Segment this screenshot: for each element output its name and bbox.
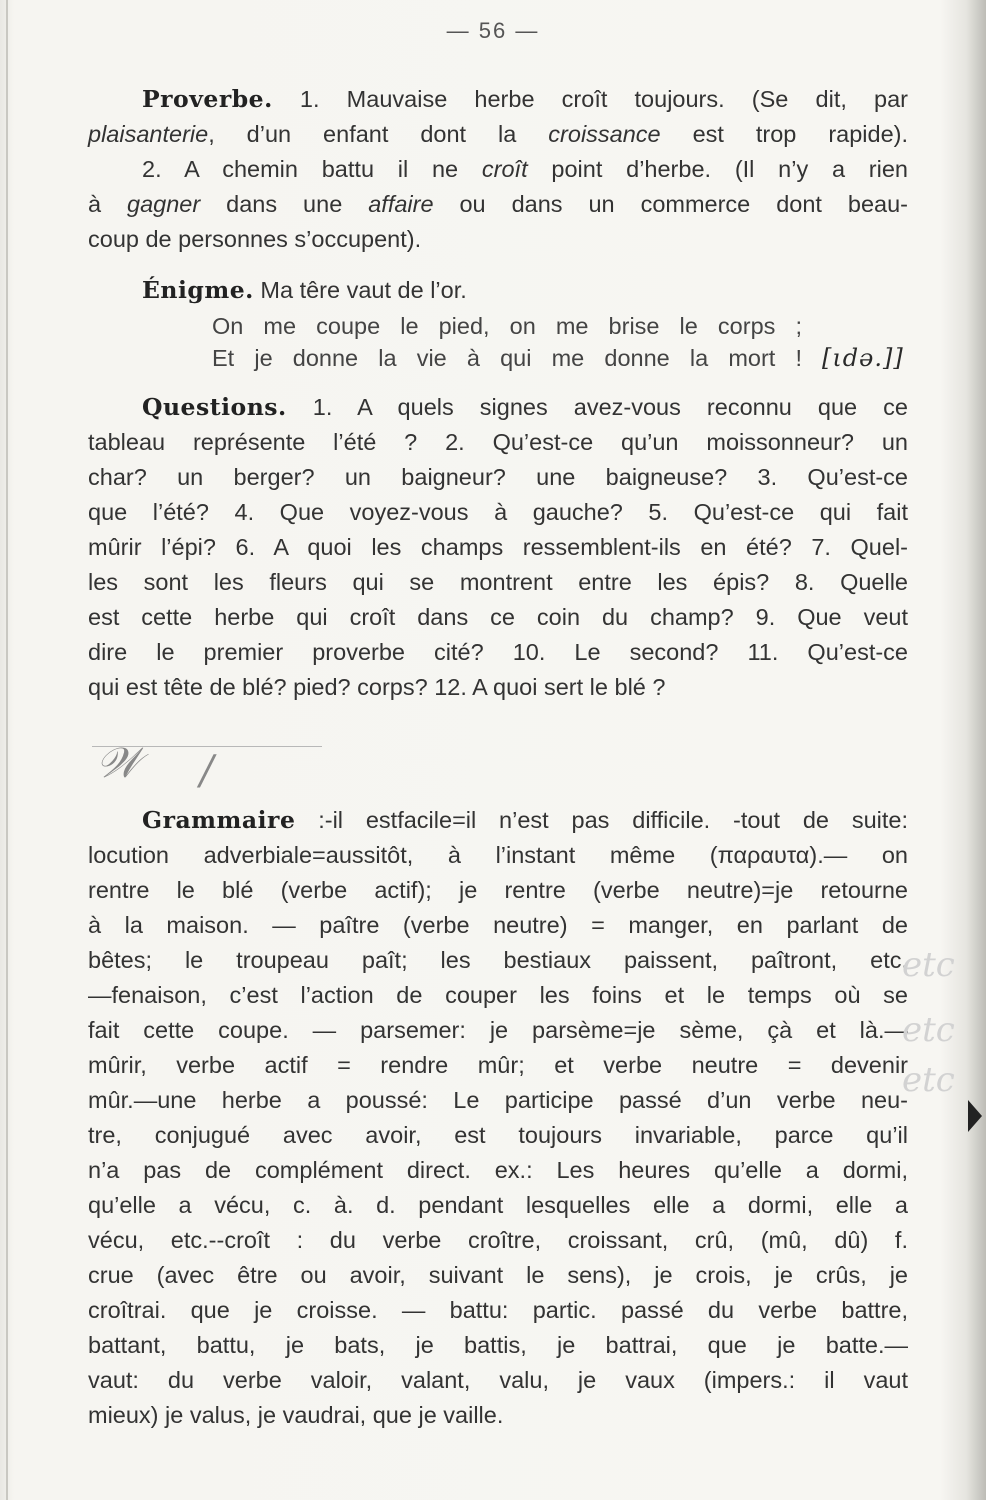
text-run: est trop rapide). xyxy=(660,121,909,147)
text-run: mieux) je valus, je vaudrai, que je vaille. xyxy=(88,1402,504,1428)
grammaire-line xyxy=(88,803,908,838)
pencil-scribble: / xyxy=(200,748,214,794)
proverbe-section xyxy=(88,82,908,257)
grammaire-line xyxy=(88,873,908,908)
grammaire-line xyxy=(88,838,908,873)
grammaire-line xyxy=(88,1083,908,1118)
text-run: à xyxy=(88,191,128,217)
text-run: bêtes; le troupeau paît; les bestiaux paissent, paîtront, etc. xyxy=(88,947,908,973)
grammaire-line xyxy=(88,1118,908,1153)
text-run: que l’été? 4. Que voyez-vous à gauche? 5. Qu’est-ce qui fait xyxy=(88,499,908,525)
proverbe-line xyxy=(88,117,908,152)
questions-line xyxy=(88,635,908,670)
text-run: à la maison. — paître (verbe neutre) = manger, en parlant de xyxy=(88,912,908,938)
margin-note: etc xyxy=(902,1060,955,1100)
text-run: tableau représente l’été ? 2. Qu’est-ce qu’un moissonneur? un xyxy=(88,429,908,455)
questions-line xyxy=(88,460,908,495)
questions-line xyxy=(88,425,908,460)
text-run: rentre le blé (verbe actif); je rentre (verbe neutre)=je retourne xyxy=(88,877,908,903)
grammaire-line xyxy=(88,1013,908,1048)
text-run: mûrir l’épi? 6. A quoi les champs ressemblent-ils en été? 7. Quel- xyxy=(88,534,908,560)
italic-word: plaisanterie xyxy=(88,121,209,147)
questions-line xyxy=(88,390,908,425)
proverbe-line xyxy=(88,152,908,187)
text-run: , d’un enfant dont la xyxy=(208,121,549,147)
margin-note: etc xyxy=(902,1010,955,1050)
enigme-section xyxy=(88,273,908,308)
proverbe-line xyxy=(88,222,908,257)
text-run: locution adverbiale=aussitôt, à l’instant même (παραυτα).— on xyxy=(88,842,908,868)
margin-note: etc xyxy=(902,945,955,985)
text-run: dire le premier proverbe cité? 10. Le second? 11. Qu’est-ce xyxy=(88,639,908,665)
verse-line: On me coupe le pied, on me brise le corps ; xyxy=(212,313,802,339)
questions-line xyxy=(88,495,908,530)
text-run: vaut: du verbe valoir, valant, valu, je vaux (impers.: il vaut xyxy=(88,1367,908,1393)
proverbe-line xyxy=(88,82,908,117)
text-run: battant, battu, je bats, je battis, je battrai, que je batte.— xyxy=(88,1332,908,1358)
text-run: est cette herbe qui croît dans ce coin du champ? 9. Que veut xyxy=(88,604,908,630)
enigme-heading: Énigme. xyxy=(142,276,254,304)
grammaire-line xyxy=(88,1398,908,1433)
enigme-verse xyxy=(212,310,802,374)
grammaire-line xyxy=(88,1258,908,1293)
text-run: tre, conjugué avec avoir, est toujours invariable, parce qu’il xyxy=(88,1122,908,1148)
grammaire-line xyxy=(88,1223,908,1258)
text-run: mûrir, verbe actif = rendre mûr; et verbe neutre = devenir xyxy=(88,1052,908,1078)
grammaire-line xyxy=(88,1188,908,1223)
questions-heading: Questions. xyxy=(142,393,287,421)
text-run: —fenaison, c’est l’action de couper les foins et le temps où se xyxy=(88,982,908,1008)
text-run: dans une xyxy=(200,191,369,217)
enigme-first-line: Énigme. Ma têre vaut de l’or. xyxy=(142,276,467,304)
text-run: n’a pas de complément direct. ex.: Les heures qu’elle a dormi, xyxy=(88,1157,908,1183)
proverbe-line xyxy=(88,187,908,222)
grammaire-line xyxy=(88,908,908,943)
text-run: 2. A chemin battu il ne xyxy=(142,156,482,182)
italic-word: croissance xyxy=(548,121,661,147)
grammaire-heading: Grammaire xyxy=(142,806,296,834)
grammaire-line xyxy=(88,1293,908,1328)
text-run: 1. Mauvaise herbe croît toujours. (Se dit, par xyxy=(272,86,908,112)
grammaire-line xyxy=(88,1328,908,1363)
text-run: mûr.—une herbe a poussé: Le participe passé d’un verbe neu- xyxy=(88,1087,908,1113)
text-run: qu’elle a vécu, c. à. d. pendant lesquelles elle a dormi, elle a xyxy=(88,1192,908,1218)
grammaire-line xyxy=(88,978,908,1013)
italic-word: affaire xyxy=(368,191,434,217)
grammaire-line xyxy=(88,1363,908,1398)
text-run: ou dans un commerce dont beau- xyxy=(433,191,908,217)
text-run: crue (avec être ou avoir, suivant le sens), je crois, je crûs, je xyxy=(88,1262,908,1288)
text-run: les sont les fleurs qui se montrent entre les épis? 8. Quelle xyxy=(88,569,908,595)
grammaire-section xyxy=(88,803,908,1433)
grammaire-line xyxy=(88,943,908,978)
pencil-scribble: 𝒲 xyxy=(96,738,141,787)
page-number: — 56 — xyxy=(446,18,540,43)
grammaire-line xyxy=(88,1153,908,1188)
questions-line xyxy=(88,530,908,565)
questions-line xyxy=(88,565,908,600)
text-run: 1. A quels signes avez-vous reconnu que ce xyxy=(286,394,908,420)
handwritten-answer-annotation: [ιdə.]] xyxy=(822,344,904,372)
text-run: char? un berger? un baigneur? une baigneuse? 3. Qu’est-ce xyxy=(88,464,908,490)
questions-line xyxy=(88,670,908,705)
verse-line: Et je donne la vie à qui me donne la mort ! xyxy=(212,345,802,371)
proverbe-heading: Proverbe. xyxy=(142,85,273,113)
grammaire-line xyxy=(88,1048,908,1083)
italic-word: gagner xyxy=(127,191,201,217)
text-run: point d’herbe. (Il n’y a rien xyxy=(527,156,908,182)
text-run: :-il estfacile=il n’est pas difficile. -tout de suite: xyxy=(295,807,908,833)
left-page-edge xyxy=(6,0,8,1500)
text-run: vécu, etc.--croît : du verbe croître, croissant, crû, (mû, dû) f. xyxy=(88,1227,908,1253)
text-run: croîtrai. que je croisse. — battu: partic. passé du verbe battre, xyxy=(88,1297,908,1323)
italic-word: croît xyxy=(481,156,528,182)
questions-line xyxy=(88,600,908,635)
text-run: coup de personnes s’occupent). xyxy=(88,226,422,252)
text-run: qui est tête de blé? pied? corps? 12. A quoi sert le blé ? xyxy=(88,674,666,700)
questions-section xyxy=(88,390,908,705)
text-run: fait cette coupe. — parsemer: je parsème=je sème, çà et là.— xyxy=(88,1017,908,1043)
page-edge-arrow-icon xyxy=(968,1100,982,1132)
